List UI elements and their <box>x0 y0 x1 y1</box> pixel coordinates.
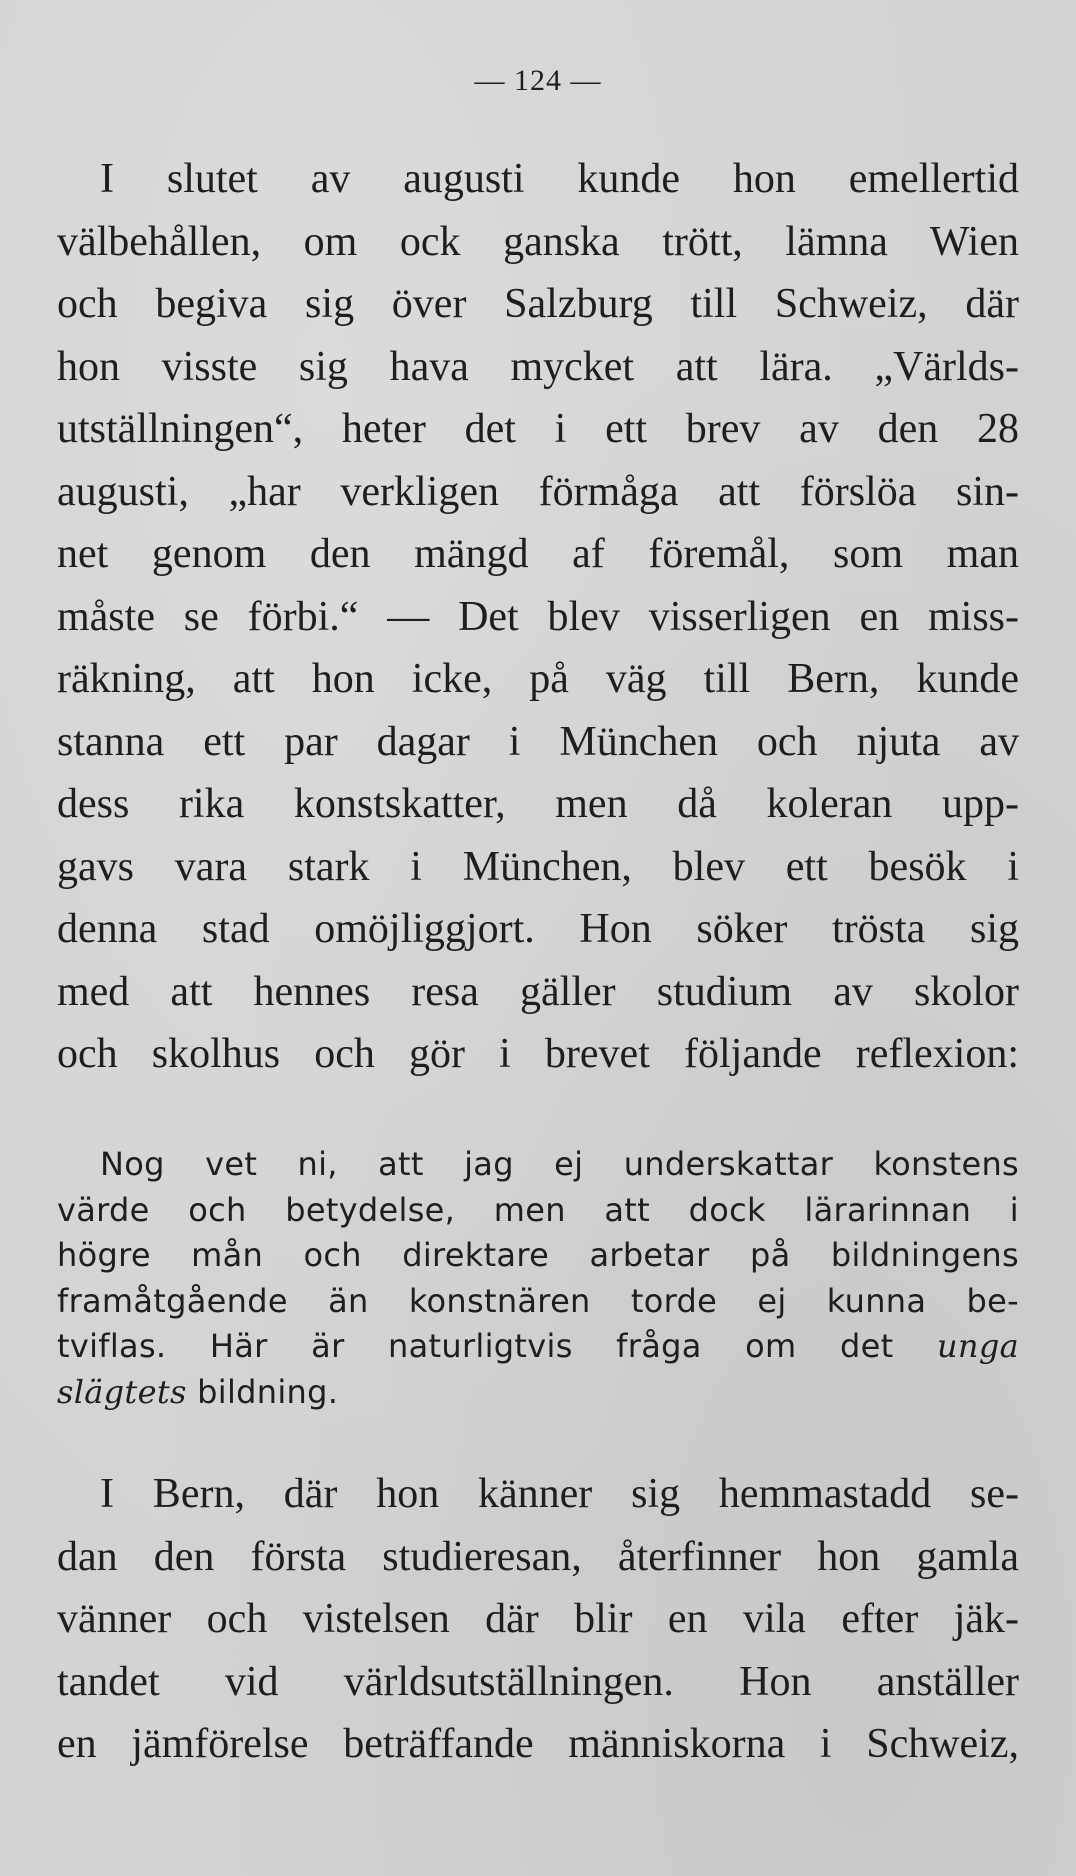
text-line: dan den första studieresan, återfinner hon gamla <box>57 1533 1019 1580</box>
text-line: gavs vara stark i München, blev ett besök i <box>57 843 1019 890</box>
text-line: hon visste sig hava mycket att lära. „Världs- <box>57 343 1019 390</box>
quote-line: högre mån och direktare arbetar på bildningens <box>57 1236 1019 1274</box>
quote-line: framåtgående än konstnären torde ej kunna be- <box>57 1281 1019 1320</box>
text-line: vänner och vistelsen där blir en vila efter jäk- <box>57 1596 1019 1642</box>
paragraph-1 <box>57 148 1019 1086</box>
text-line: måste se förbi.“ — Det blev visserligen en miss- <box>57 593 1019 640</box>
quote-text: bildning. <box>186 1372 339 1411</box>
quote-emphasis: slägtets <box>57 1372 187 1411</box>
quote-line: värde och betydelse, men att dock lärarinnan i <box>57 1190 1019 1229</box>
quote-text: tviflas. Här är naturligtvis fråga om det <box>57 1327 938 1365</box>
quote-line <box>57 1370 1019 1416</box>
quote-emphasis: unga <box>937 1327 1019 1365</box>
quote-line: Nog vet ni, att jag ej underskattar konstens <box>100 1145 1019 1183</box>
text-line: dess rika konstskatter, men då koleran upp- <box>57 781 1019 827</box>
text-line: en jämförelse beträffande människorna i Schweiz, <box>57 1721 1019 1767</box>
text-line: I Bern, där hon känner sig hemmastadd se- <box>100 1471 1019 1517</box>
text-line: I slutet av augusti kunde hon emellertid <box>100 156 1019 202</box>
page-number: — 124 — <box>474 64 602 97</box>
text-line: välbehållen, om ock ganska trött, lämna Wien <box>57 218 1019 265</box>
paragraph-3 <box>57 1463 1019 1776</box>
text-line: med att hennes resa gäller studium av skolor <box>57 968 1019 1015</box>
text-line: augusti, „har verkligen förmåga att förslöa sin- <box>57 468 1019 515</box>
text-line: stanna ett par dagar i München och njuta av <box>57 718 1019 765</box>
text-line: net genom den mängd af föremål, som man <box>57 531 1019 577</box>
text-line: tandet vid världsutställningen. Hon anställer <box>57 1658 1019 1705</box>
text-line: utställningen“, heter det i ett brev av den 28 <box>57 406 1019 452</box>
block-quote <box>57 1142 1019 1415</box>
text-line: och begiva sig över Salzburg till Schweiz, där <box>57 281 1019 327</box>
text-line: och skolhus och gör i brevet följande reflexion: <box>57 1031 1019 1077</box>
text-line: räkning, att hon icke, på väg till Bern, kunde <box>57 656 1019 702</box>
text-line: denna stad omöjliggjort. Hon söker trösta sig <box>57 906 1019 952</box>
quote-line <box>57 1324 1019 1370</box>
